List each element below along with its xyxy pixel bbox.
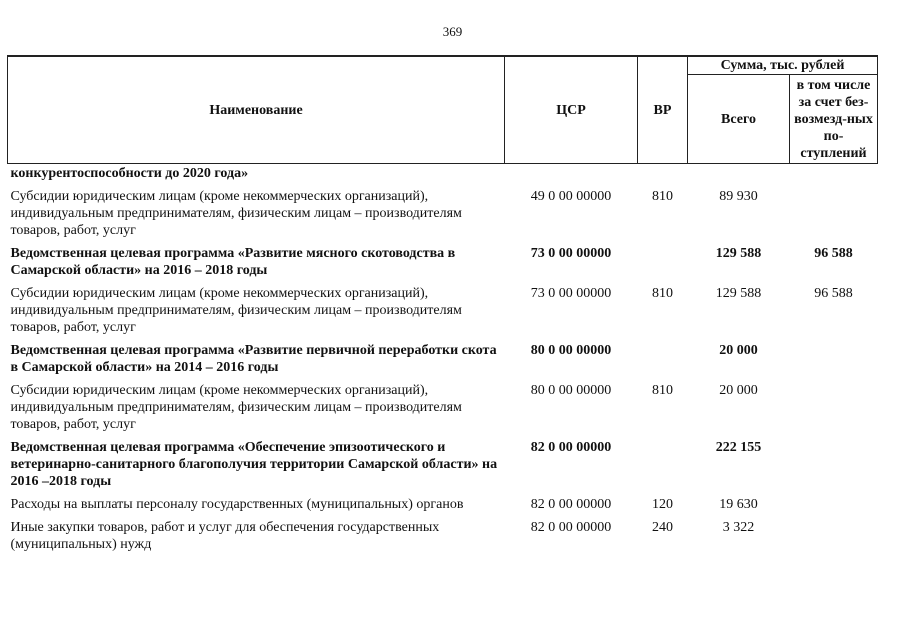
- row-csr: 82 0 00 00000: [530, 520, 612, 535]
- header-sum: Сумма, тыс. рублей: [688, 56, 878, 75]
- table-row: [8, 279, 878, 336]
- table-row: [8, 376, 878, 433]
- row-vr: [638, 433, 688, 490]
- row-total: 222 155: [715, 440, 762, 455]
- row-free: [790, 336, 878, 376]
- row-total: 19 630: [719, 497, 758, 512]
- header-name: Наименование: [8, 56, 505, 164]
- row-name: Субсидии юридическим лицам (кроме некоммерческих организаций), индивидуальным предпринимателям, физическим лицам – производителям товаров, работ, услуг: [10, 286, 462, 335]
- table-body: [8, 164, 878, 554]
- header-csr: ЦСР: [505, 56, 638, 164]
- row-vr: 810: [652, 383, 673, 398]
- row-free: [790, 490, 878, 513]
- budget-table: [7, 55, 878, 553]
- row-name: Иные закупки товаров, работ и услуг для обеспечения государственных (муниципальных) нужд: [10, 520, 440, 552]
- row-total: [688, 164, 790, 183]
- row-vr: 810: [652, 189, 673, 204]
- table-row: [8, 433, 878, 490]
- row-name: Расходы на выплаты персоналу государственных (муниципальных) органов: [10, 497, 464, 512]
- row-csr: [505, 164, 638, 183]
- row-csr: 82 0 00 00000: [530, 440, 612, 455]
- header-total: Всего: [688, 75, 790, 164]
- row-csr: 80 0 00 00000: [530, 343, 612, 358]
- table-row: [8, 490, 878, 513]
- row-free: [790, 182, 878, 239]
- header-free: в том числе за счет без-возмезд-ных по-ступлений: [790, 75, 878, 164]
- row-free: [790, 433, 878, 490]
- row-total: 129 588: [715, 286, 762, 301]
- table-row: [8, 239, 878, 279]
- row-name: конкурентоспособности до 2020 года»: [10, 166, 249, 181]
- row-free: 96 588: [814, 286, 853, 301]
- row-free: [790, 513, 878, 553]
- row-csr: 82 0 00 00000: [530, 497, 612, 512]
- row-csr: 73 0 00 00000: [530, 246, 612, 261]
- row-total: 20 000: [719, 383, 758, 398]
- page-number: 369: [442, 24, 463, 39]
- row-vr: [638, 164, 688, 183]
- table-row: [8, 182, 878, 239]
- row-vr: 240: [652, 520, 673, 535]
- row-total: 89 930: [719, 189, 758, 204]
- table-header: [8, 56, 878, 164]
- row-total: 3 322: [722, 520, 755, 535]
- row-name: Субсидии юридическим лицам (кроме некоммерческих организаций), индивидуальным предпринимателям, физическим лицам – производителям товаров, работ, услуг: [10, 383, 462, 432]
- table-row: [8, 336, 878, 376]
- row-name: Ведомственная целевая программа «Обеспечение эпизоотического и ветеринарно-санитарного благополучия территории Самарской области» на 2016 –2018 годы: [10, 440, 498, 489]
- row-name: Субсидии юридическим лицам (кроме некоммерческих организаций), индивидуальным предпринимателям, физическим лицам – производителям товаров, работ, услуг: [10, 189, 462, 238]
- row-csr: 80 0 00 00000: [530, 383, 612, 398]
- row-free: 96 588: [814, 246, 853, 261]
- table-row: [8, 164, 878, 183]
- row-free: [790, 376, 878, 433]
- row-vr: [638, 239, 688, 279]
- row-free: [790, 164, 878, 183]
- row-total: 20 000: [719, 343, 758, 358]
- row-name: Ведомственная целевая программа «Развитие мясного скотоводства в Самарской области» на 2016 – 2018 годы: [10, 246, 456, 278]
- row-total: 129 588: [715, 246, 762, 261]
- row-name: Ведомственная целевая программа «Развитие первичной переработки скота в Самарской области» на 2014 – 2016 годы: [10, 343, 497, 375]
- table-row: [8, 513, 878, 553]
- row-vr: 120: [652, 497, 673, 512]
- header-vr: ВР: [638, 56, 688, 164]
- row-csr: 49 0 00 00000: [530, 189, 612, 204]
- row-vr: 810: [652, 286, 673, 301]
- row-csr: 73 0 00 00000: [530, 286, 612, 301]
- row-vr: [638, 336, 688, 376]
